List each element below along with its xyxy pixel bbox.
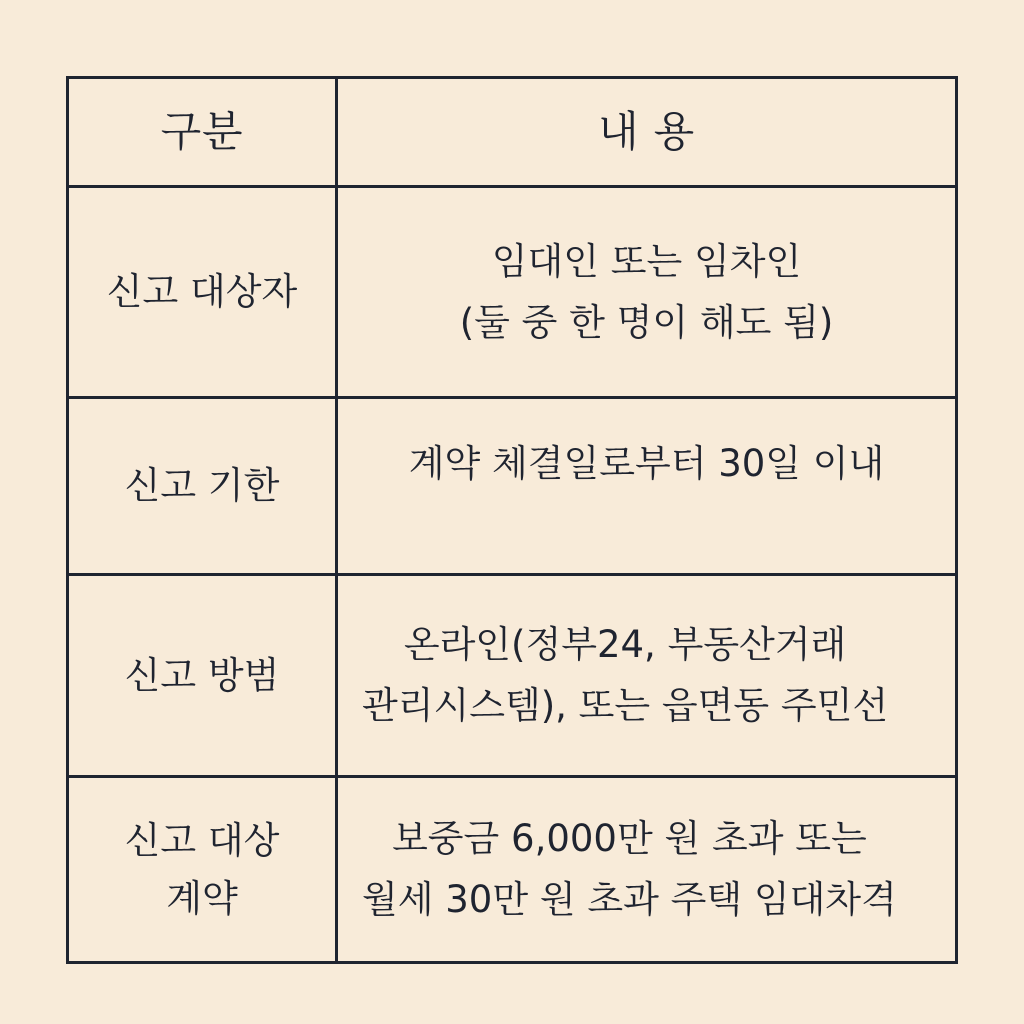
row-content-cell: [338, 778, 955, 961]
header-category-label: 구분: [160, 107, 244, 156]
table-header-row: [69, 79, 955, 188]
row-content-cell: [338, 576, 955, 775]
row-label-deadline: 신고 기한: [124, 464, 280, 508]
row-label-cell: [69, 778, 338, 961]
method-line-1: 온라인(정부24, 부동산거래: [403, 623, 847, 667]
row-label-cell: [69, 399, 338, 573]
reporter-line-1: 임대인 또는 임차인: [491, 239, 802, 283]
row-label-cell: [69, 188, 338, 396]
table-row-reporter: [69, 188, 955, 399]
info-table: [66, 76, 958, 964]
reporter-line-2: (둘 중 한 명이 해도 됨): [459, 300, 834, 344]
header-category-cell: [69, 79, 338, 185]
row-content-cell: [338, 399, 955, 573]
method-content-lines: [362, 620, 888, 731]
deadline-line-1: 계약 체결일로부터 30일 이내: [408, 442, 885, 485]
table-row-contract: [69, 778, 955, 961]
row-label-contract-2: 계약: [166, 876, 238, 920]
header-content-cell: [338, 79, 955, 185]
row-label-method: 신고 방범: [124, 653, 280, 697]
row-label-reporter: 신고 대상자: [106, 270, 298, 314]
header-content-label: 내 용: [597, 107, 695, 156]
contract-line-2: 월세 30만 원 초과 주택 임대차격: [362, 878, 897, 921]
row-label-cell: [69, 576, 338, 775]
reporter-content-lines: [460, 237, 834, 348]
contract-content-lines: [362, 814, 897, 925]
method-line-2: 관리시스템), 또는 읍면동 주민선: [362, 684, 889, 727]
row-label-contract-1: 신고 대상: [124, 818, 280, 862]
contract-label-lines: [125, 816, 280, 924]
row-content-cell: [338, 188, 955, 396]
table-row-deadline: [69, 399, 955, 576]
table-row-method: [69, 576, 955, 778]
contract-line-1: 보중금 6,000만 원 초과 또는: [392, 817, 867, 861]
